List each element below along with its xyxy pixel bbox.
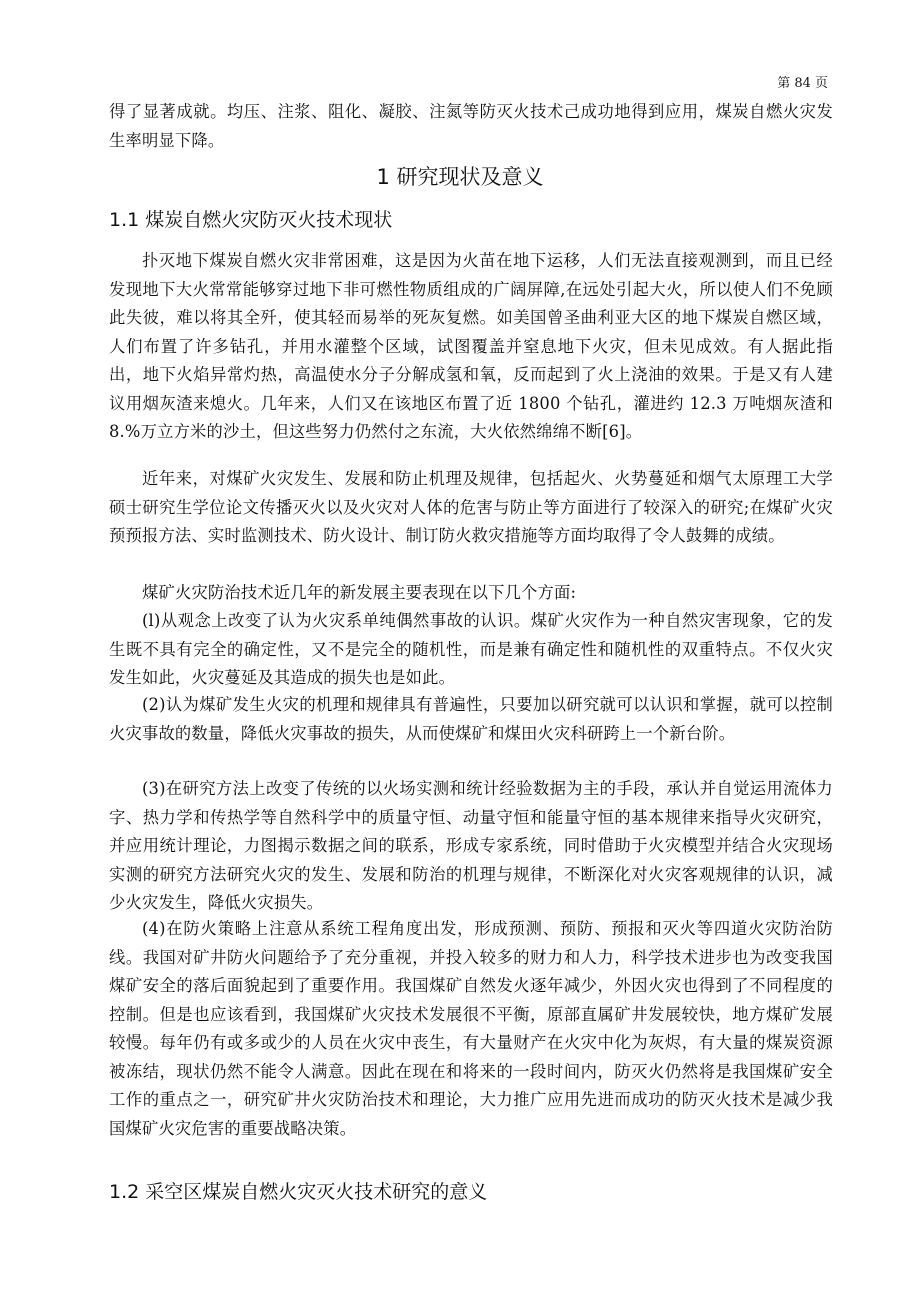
page-number: 第 84 页 <box>777 76 828 91</box>
paragraph-point-3: (3)在研究方法上改变了传统的以火场实测和统计经验数据为主的手段，承认并自觉运用流体力字、热力学和传热学等自然科学中的质量守恒、动量守恒和能量守恒的基本规律来指导火灾研究，并应用统计理论，力图揭示数据之间的联系，形成专家系统，同时借助于火灾模型并结合火灾现场实测的研究方法研究火灾的发生、发展和防治的机理与规律，不断深化对火灾客观规律的认识，减少火灾发生，降低火灾损失。 <box>109 779 833 912</box>
paragraph-point-4: (4)在防火策略上注意从系统工程角度出发，形成预测、预防、预报和灭火等四道火灾防治防线。我国对矿井防火问题给予了充分重视，并投入较多的财力和人力，科学技术进步也为改变我国煤矿安全的落后面貌起到了重要作用。我国煤矿自然发火逐年减少，外因火灾也得到了不同程度的控制。但是也应该看到，我国煤矿火灾技术发展很不平衡，原部直属矿井发展较快，地方煤矿发展较慢。每年仍有或多或少的人员在火灾中丧生，有大量财产在火灾中化为灰烬，有大量的煤炭资源被冻结，现状仍然不能令人满意。因此在现在和将来的一段时间内，防灭火仍然将是我国煤矿安全工作的重点之一，研究矿井火灾防治技术和理论，大力推广应用先进而成功的防灭火技术是减少我国煤矿火灾危害的重要战略决策。 <box>109 919 833 1138</box>
paragraph-recent-research: 近年来，对煤矿火灾发生、发展和防止机理及规律，包括起火、火势蔓延和烟气太原理工大学硕士研究生学位论文传播灭火以及火灾对人体的危害与防止等方面进行了较深入的研究;在煤矿火灾预预报方法、实时监测技术、防火设计、制订防火救灾措施等方面均取得了令人鼓舞的成绩。 <box>109 469 833 545</box>
paragraph-point-1: (l)从观念上改变了认为火灾系单纯偶然事故的认识。煤矿火灾作为一种自然灾害现象，它的发生既不具有完全的确定性，又不是完全的随机性，而是兼有确定性和随机性的双重特点。不仅火灾发生如此，火灾蔓延及其造成的损失也是如此。 <box>109 611 833 687</box>
chapter-title: 1 研究现状及意义 <box>376 165 544 189</box>
section-1-1-title: 1.1 煤炭自燃火灾防灭火技术现状 <box>109 209 393 231</box>
section-1-2-title: 1.2 采空区煤炭自燃火灾灭火技术研究的意义 <box>109 1181 488 1203</box>
paragraph-underground-fire: 扑灭地下煤炭自燃火灾非常困难，这是因为火苗在地下运移，人们无法直接观测到，而且已经发现地下大火常常能够穿过地下非可燃性物质组成的广阔屏障,在远处引起大火，所以使人们不免顾此失彼，难以将其全歼，使其轻而易举的死灰复燃。如美国曾圣曲利亚大区的地下煤炭自燃区域，人们布置了许多钻孔，并用水灌整个区域，试图覆盖并窒息地下火灾，但未见成效。有人据此指出，地下火焰异常灼热，高温使水分子分解成氢和氧，反而起到了火上浇油的效果。于是又有人建议用烟灰渣来熄火。几年来，人们又在该地区布置了近 1800 个钻孔，灌进约 12.3 万吨烟灰渣和 8.%万立方米的沙土，但这些努力仍然付之东流，大火依然绵绵不断[6]。 <box>109 251 833 441</box>
paragraph-new-developments-intro: 煤矿火灾防治技术近几年的新发展主要表现在以下几个方面: <box>142 583 577 602</box>
paragraph-point-2: (2)认为煤矿发生火灾的机理和规律具有普遍性，只要加以研究就可以认识和掌握，就可以控制火灾事故的数量，降低火灾事故的损失，从而使煤矿和煤田火灾科研跨上一个新台阶。 <box>109 695 833 743</box>
intro-paragraph: 得了显著成就。均压、注浆、阻化、凝胶、注氮等防灭火技术己成功地得到应用，煤炭自燃火灾发生率明显下降。 <box>109 102 833 150</box>
